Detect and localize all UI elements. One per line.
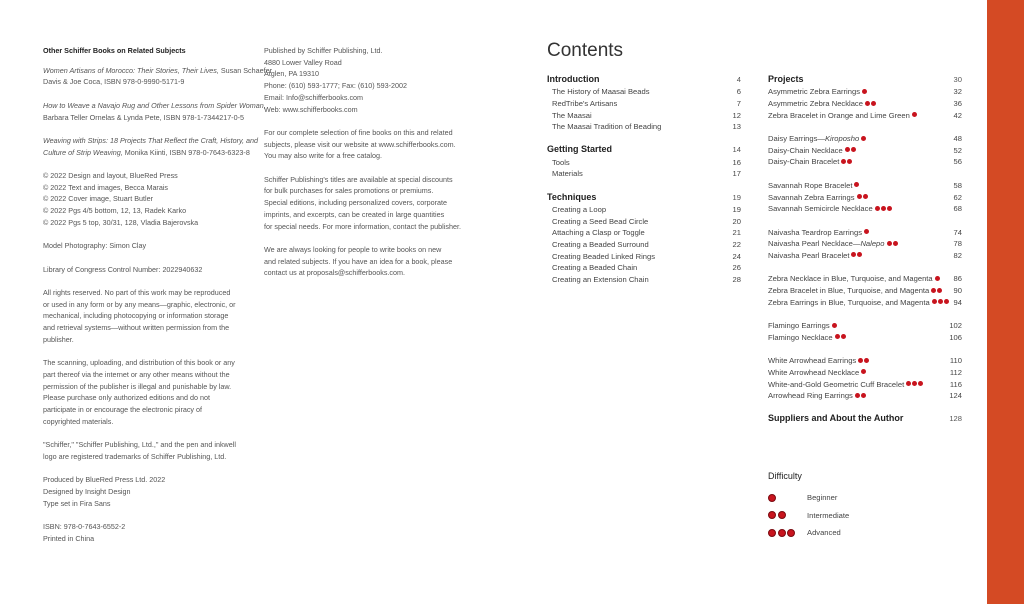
model-photography: Model Photography: Simon Clay [43, 241, 147, 251]
difficulty-dots [768, 511, 807, 519]
difficulty-dot-icon [854, 182, 859, 187]
difficulty-dot-icon [893, 241, 898, 246]
bead-dot-icon [768, 529, 776, 537]
project-label: Zebra Bracelet in Blue, Turquoise, and Magenta [768, 286, 942, 295]
difficulty-advanced: Advanced [768, 524, 849, 542]
toc-section-techniques[interactable]: Techniques 19 [547, 191, 741, 202]
toc-project-item[interactable] [768, 203, 962, 215]
difficulty-dot-icon [851, 147, 856, 152]
toc-project-item[interactable] [768, 133, 962, 145]
difficulty-dot-icon [847, 159, 852, 164]
difficulty-dot-icon [855, 393, 860, 398]
contents-title: Contents [547, 40, 624, 61]
project-page: 48 [953, 134, 962, 144]
difficulty-dots [768, 529, 807, 537]
project-label: Zebra Bracelet in Orange and Lime Green [768, 111, 917, 120]
toc-item[interactable]: Tools 16 [552, 157, 741, 167]
toc-left-column [547, 74, 741, 285]
toc-item[interactable]: RedTribe's Artisans 7 [552, 99, 741, 109]
difficulty-dots [768, 494, 807, 502]
project-page: 52 [953, 145, 962, 155]
difficulty-dot-icon [944, 299, 949, 304]
difficulty-dot-icon [871, 101, 876, 106]
special-sales-note: Schiffer Publishing's titles are available at special discounts for bulk purchases for sales promotions or premiums. Special editions, including personalized covers, corporate imprints, and excerpts, can be created in large quantities for special needs. For more information, contact the publisher. [264, 174, 461, 231]
piracy-statement: The scanning, uploading, and distribution of this book or any part thereof via the internet or any other means without the permission of the publisher is illegal and punishable by law. Please purchase only authorized editions and do not participate in or encourage the electronic piracy of copyrighted materials. [43, 358, 235, 426]
project-label: Savannah Zebra Earrings [768, 193, 868, 202]
difficulty-dot-icon [857, 194, 862, 199]
toc-project-item[interactable] [768, 285, 962, 297]
toc-project-item[interactable] [768, 98, 962, 110]
related-books-heading: Other Schiffer Books on Related Subjects [43, 46, 186, 55]
toc-item[interactable]: Creating an Extension Chain 28 [552, 274, 741, 284]
difficulty-dot-icon [931, 288, 936, 293]
difficulty-dot-icon [845, 147, 850, 152]
toc-item[interactable]: Creating a Loop 19 [552, 204, 741, 214]
difficulty-dot-icon [918, 381, 923, 386]
toc-project-item[interactable] [768, 156, 962, 168]
difficulty-dot-icon [861, 393, 866, 398]
toc-project-item[interactable] [768, 86, 962, 98]
toc-section-projects[interactable]: Projects 30 [768, 74, 962, 84]
difficulty-dot-icon [937, 288, 942, 293]
copyright-column [43, 45, 273, 556]
difficulty-dot-icon [912, 112, 917, 117]
difficulty-dot-icon [864, 229, 869, 234]
toc-project-item[interactable] [768, 331, 962, 343]
project-label: Daisy-Chain Bracelet [768, 157, 852, 166]
project-label: Arrowhead Ring Earrings [768, 391, 866, 400]
difficulty-dot-icon [865, 101, 870, 106]
project-label: Naivasha Pearl Necklace—Nalepo [768, 239, 898, 248]
project-label: White Arrowhead Earrings [768, 356, 869, 365]
project-label: Daisy Earrings—Kiroposho [768, 134, 866, 143]
project-page: 36 [953, 99, 962, 109]
project-page: 62 [953, 192, 962, 202]
project-page: 42 [953, 110, 962, 120]
rights-statement: All rights reserved. No part of this work may be reproduced or used in any form or by any means—graphic, electronic, or mechanical, including photocopying or information storage and retrieval systems—without written permission from the publisher. [43, 287, 236, 344]
project-label: Savannah Semicircle Necklace [768, 204, 892, 213]
toc-project-item[interactable] [768, 296, 962, 308]
project-page: 124 [949, 391, 962, 401]
toc-project-item[interactable] [768, 238, 962, 250]
project-page: 68 [953, 204, 962, 214]
difficulty-dot-icon [932, 299, 937, 304]
related-book: How to Weave a Navajo Rug and Other Lessons from Spider Woman, Barbara Teller Ornelas & Lynda Pete, ISBN 978-1-7344217-0-5 [43, 100, 266, 122]
toc-item[interactable]: Creating Beaded Linked Rings 24 [552, 251, 741, 261]
difficulty-dot-icon [863, 194, 868, 199]
project-label: Naivasha Teardrop Earrings [768, 228, 869, 237]
bead-dot-icon [778, 511, 786, 519]
bead-dot-icon [768, 511, 776, 519]
project-label: Daisy-Chain Necklace [768, 146, 856, 155]
bead-dot-icon [787, 529, 795, 537]
difficulty-dot-icon [862, 89, 867, 94]
toc-project-item[interactable] [768, 390, 962, 402]
project-page: 32 [953, 87, 962, 97]
project-label: Zebra Earrings in Blue, Turquoise, and Magenta [768, 298, 949, 307]
publisher-address: Published by Schiffer Publishing, Ltd. 4880 Lower Valley Road Atglen, PA 19310 Phone: (610) 593-1777; Fax: (610) 593-2002 Email: Info@schifferbooks.com Web: www.schifferbooks.com [264, 46, 408, 114]
project-label: Asymmetric Zebra Necklace [768, 99, 876, 108]
toc-item[interactable]: The History of Maasai Beads 6 [552, 87, 741, 97]
project-label: Naivasha Pearl Bracelet [768, 251, 862, 260]
project-page: 102 [949, 321, 962, 331]
toc-project-item[interactable] [768, 367, 962, 379]
toc-project-item[interactable] [768, 180, 962, 192]
toc-item[interactable]: Creating a Beaded Surround 22 [552, 239, 741, 249]
difficulty-dot-icon [861, 369, 866, 374]
project-page: 94 [953, 297, 962, 307]
production-credits: Produced by BlueRed Press Ltd. 2022 Designed by Insight Design Type set in Fira Sans [43, 475, 166, 508]
project-page: 78 [953, 239, 962, 249]
toc-section-suppliers[interactable]: Suppliers and About the Author 128 [768, 413, 962, 424]
difficulty-legend [768, 471, 849, 542]
toc-right-column [768, 74, 962, 425]
difficulty-dot-icon [841, 334, 846, 339]
project-label: Zebra Necklace in Blue, Turquoise, and Magenta [768, 274, 940, 283]
bead-dot-icon [768, 494, 776, 502]
toc-project-item[interactable] [768, 191, 962, 203]
toc-project-item[interactable] [768, 355, 962, 367]
accent-side-bar [987, 0, 1024, 604]
authors-wanted-note: We are always looking for people to write books on new and related subjects. If you have an idea for a book, please contact us at proposals@schifferbooks.com. [264, 244, 453, 278]
project-page: 112 [949, 367, 962, 377]
toc-project-item[interactable] [768, 250, 962, 262]
difficulty-intermediate: Intermediate [768, 507, 849, 525]
isbn-block: ISBN: 978-0-7643-6552-2 Printed in China [43, 521, 126, 543]
toc-project-item[interactable] [768, 226, 962, 238]
difficulty-dot-icon [875, 206, 880, 211]
toc-item[interactable]: Creating a Seed Bead Circle 20 [552, 216, 741, 226]
related-book: Weaving with Strips: 18 Projects That Reflect the Craft, History, and Culture of Strip Weaving, Monika Kiinti, ISBN 978-0-7643-6323-8 [43, 135, 259, 157]
difficulty-title: Difficulty [768, 471, 802, 481]
toc-item[interactable]: The Maasai 12 [552, 110, 741, 120]
toc-item[interactable]: Materials 17 [552, 169, 741, 179]
toc-project-item[interactable] [768, 320, 962, 332]
difficulty-dot-icon [858, 358, 863, 363]
toc-project-item[interactable] [768, 273, 962, 285]
toc-item[interactable]: Creating a Beaded Chain 26 [552, 263, 741, 273]
difficulty-dot-icon [841, 159, 846, 164]
toc-project-item[interactable] [768, 144, 962, 156]
difficulty-beginner: Beginner [768, 489, 849, 507]
trademark-statement: "Schiffer," "Schiffer Publishing, Ltd.," and the pen and inkwell logo are registered trademarks of Schiffer Publishing, Ltd. [43, 440, 236, 461]
difficulty-dot-icon [835, 334, 840, 339]
project-label: Savannah Rope Bracelet [768, 181, 859, 190]
toc-item[interactable]: Attaching a Clasp or Toggle 21 [552, 228, 741, 238]
difficulty-dot-icon [887, 241, 892, 246]
project-page: 116 [949, 379, 962, 389]
difficulty-dot-icon [881, 206, 886, 211]
copyright-notices: © 2022 Design and layout, BlueRed Press © 2022 Text and images, Becca Marais © 2022 Cover image, Stuart Butler © 2022 Pgs 4/5 bottom, 12, 13, Radek Karko © 2022 Pgs 5 top, 30/31, 128, Vladia Bajerovska [43, 170, 199, 227]
project-label: Flamingo Necklace [768, 333, 846, 342]
project-page: 58 [953, 180, 962, 190]
project-page: 86 [953, 274, 962, 284]
difficulty-dot-icon [887, 206, 892, 211]
project-label: Flamingo Earrings [768, 321, 837, 330]
project-label: White-and-Gold Geometric Cuff Bracelet [768, 380, 923, 389]
difficulty-dot-icon [912, 381, 917, 386]
difficulty-dot-icon [832, 323, 837, 328]
catalog-note: For our complete selection of fine books on this and related subjects, please visit our website at www.schifferbooks.com. You may also write for a free catalog. [264, 127, 456, 161]
project-page: 110 [949, 356, 962, 366]
projects-list [768, 86, 962, 402]
toc-section-introduction[interactable]: Introduction 4 [547, 74, 741, 84]
difficulty-dot-icon [857, 252, 862, 257]
related-book: Women Artisans of Morocco: Their Stories, Their Lives, Susan Schaefer Davis & Joe Coca, ISBN 978-0-9990-5171-9 [43, 65, 273, 87]
difficulty-dot-icon [851, 252, 856, 257]
project-page: 106 [949, 332, 962, 342]
project-label: Asymmetric Zebra Earrings [768, 87, 867, 96]
difficulty-dot-icon [864, 358, 869, 363]
project-page: 74 [953, 227, 962, 237]
toc-item[interactable]: The Maasai Tradition of Beading 13 [552, 122, 741, 132]
difficulty-dot-icon [935, 276, 940, 281]
project-page: 82 [953, 250, 962, 260]
project-page: 90 [953, 286, 962, 296]
loc-number: Library of Congress Control Number: 2022940632 [43, 264, 203, 274]
publisher-column [264, 45, 484, 291]
toc-section-getting-started[interactable]: Getting Started 14 [547, 144, 741, 155]
project-label: White Arrowhead Necklace [768, 368, 866, 377]
difficulty-dot-icon [861, 136, 866, 141]
difficulty-dot-icon [938, 299, 943, 304]
bead-dot-icon [778, 529, 786, 537]
toc-project-item[interactable] [768, 109, 962, 121]
difficulty-dot-icon [906, 381, 911, 386]
toc-project-item[interactable] [768, 378, 962, 390]
project-page: 56 [953, 157, 962, 167]
